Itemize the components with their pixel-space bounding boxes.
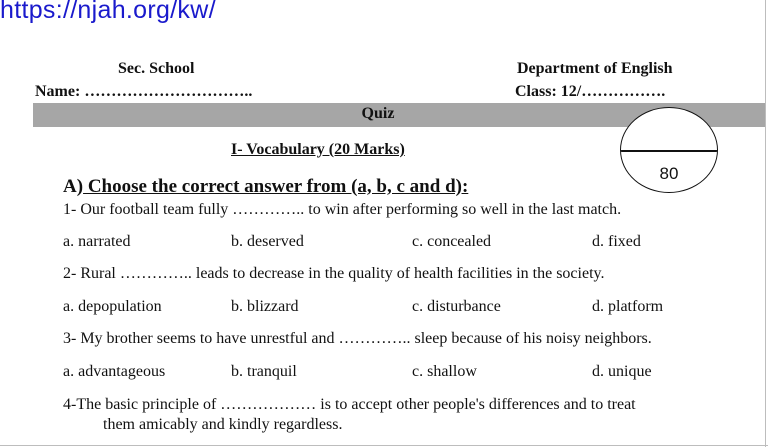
question-4: 4-The basic principle of ……………… is to accept other people's differences and to treat — [63, 396, 636, 413]
section-title: I- Vocabulary (20 Marks) — [231, 141, 405, 158]
question-2: 2- Rural ………….. leads to decrease in the quality of health facilities in the society. — [63, 265, 605, 282]
q3-option-a[interactable]: a. advantageous — [63, 363, 166, 380]
question-4-continued: them amicably and kindly regardless. — [103, 416, 343, 433]
class-field-label: Class: 12/……………. — [515, 83, 666, 100]
watermark-url[interactable]: https://njah.org/kw/ — [0, 0, 216, 24]
q3-option-c[interactable]: c. shallow — [412, 363, 477, 380]
page-border-right — [765, 0, 766, 447]
q1-option-a[interactable]: a. narrated — [63, 233, 131, 250]
q2-option-d[interactable]: d. platform — [592, 298, 664, 315]
score-circle — [620, 107, 718, 193]
quiz-title: Quiz — [361, 105, 395, 122]
q1-option-b[interactable]: b. deserved — [231, 233, 304, 250]
school-label: Sec. School — [118, 60, 195, 77]
score-total: 80 — [659, 164, 679, 183]
q3-option-d[interactable]: d. unique — [592, 363, 652, 380]
part-instruction: Choose the correct answer from (a, b, c and d): — [83, 176, 469, 197]
page-border-bottom — [0, 445, 768, 446]
part-title — [63, 176, 468, 198]
part-letter: A) — [63, 176, 84, 197]
q2-option-b[interactable]: b. blizzard — [231, 298, 299, 315]
q3-option-b[interactable]: b. tranquil — [231, 363, 297, 380]
name-field-label: Name: ………………………….. — [35, 83, 253, 100]
score-divider — [621, 150, 717, 152]
question-1: 1- Our football team fully ………….. to win after performing so well in the last match. — [63, 201, 622, 218]
q1-option-d[interactable]: d. fixed — [592, 233, 641, 250]
question-3: 3- My brother seems to have unrestful and ………….. sleep because of his noisy neighbors. — [63, 330, 652, 347]
q2-option-c[interactable]: c. disturbance — [412, 298, 501, 315]
department-label: Department of English — [517, 60, 673, 77]
q1-option-c[interactable]: c. concealed — [412, 233, 492, 250]
q2-option-a[interactable]: a. depopulation — [63, 298, 162, 315]
